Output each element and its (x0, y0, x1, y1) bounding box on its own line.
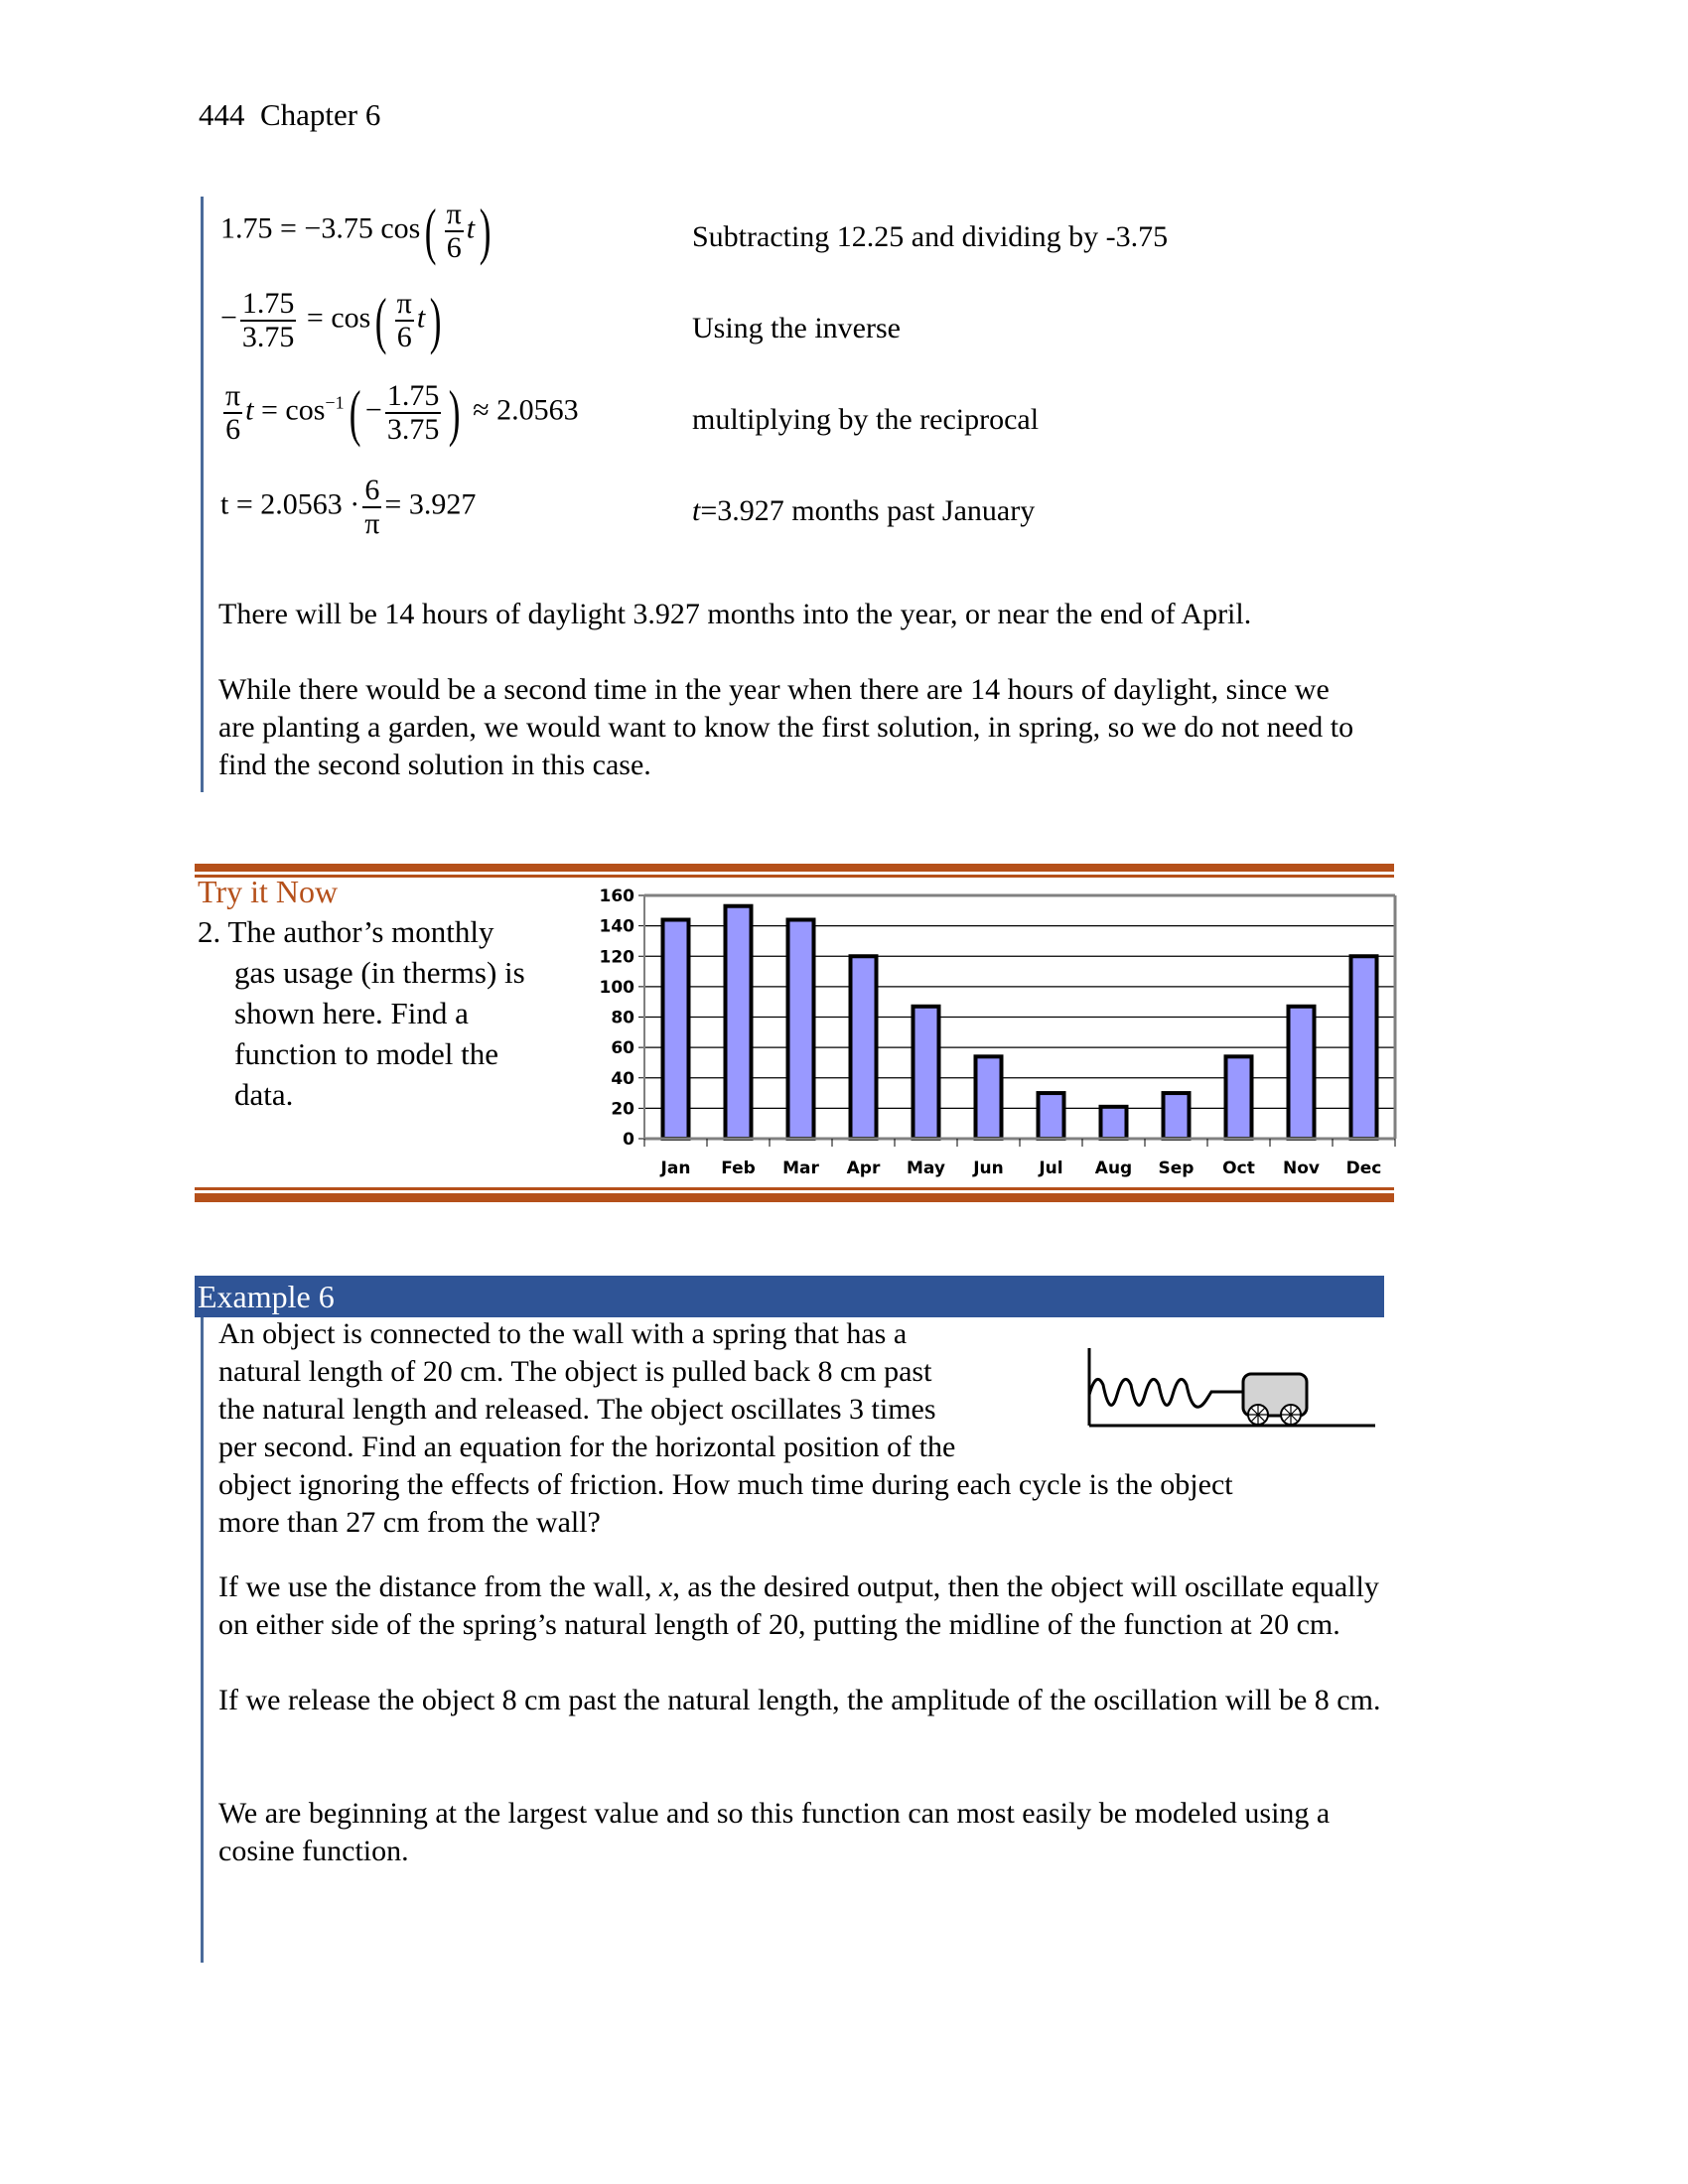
x-tick-label: Jan (660, 1159, 691, 1178)
y-tick-label: 40 (611, 1068, 634, 1089)
step-note-1: Subtracting 12.25 and dividing by -3.75 (692, 220, 1169, 253)
chapter-title: Chapter 6 (260, 97, 381, 132)
x-tick-label: Dec (1345, 1159, 1382, 1178)
bar-jul (1039, 1093, 1064, 1139)
y-tick-label: 0 (623, 1130, 634, 1150)
try-box-bottom-rule-thin (195, 1187, 1394, 1190)
spring-icon (1089, 1379, 1243, 1407)
bar-oct (1226, 1056, 1252, 1139)
bar-apr (851, 956, 877, 1139)
equation-text: 1.75 = −3.75 cos (220, 211, 421, 245)
y-tick-label: 140 (599, 916, 634, 937)
try-it-now-problem: 2. The author’s monthly gas usage (in therms) is shown here. Find a function to model the data. (198, 914, 525, 1112)
x-tick-label: Nov (1283, 1159, 1320, 1178)
gas-usage-bar-chart (576, 879, 1400, 1186)
page-number: 444 (199, 97, 245, 132)
x-tick-label: Mar (782, 1159, 819, 1178)
margin-bar-top (201, 197, 204, 792)
equation-step-1: 1.75 = −3.75 cos( $\frac{\pi}{6}$ t) (220, 195, 492, 266)
spring-cart-figure (1072, 1330, 1390, 1439)
bar-sep (1164, 1093, 1190, 1139)
conclusion-paragraph: There will be 14 hours of daylight 3.927 months into the year, or near the end of April. (218, 598, 1252, 630)
x-tick-label: Apr (846, 1159, 881, 1178)
fraction: $\frac{1.75}{3.75}$ (241, 287, 295, 353)
step-note-4: t=3.927 months past January (692, 494, 1036, 527)
x-tick-label: Feb (721, 1159, 756, 1178)
y-tick-label: 60 (611, 1038, 634, 1059)
y-tick-label: 100 (599, 977, 634, 998)
equation-step-4: t = 2.0563 · $\frac{6}{\pi}$ = 3.927 (220, 474, 477, 540)
solution-paragraph-3: We are beginning at the largest value and so this function can most easily be modeled using a cosine function. (218, 1797, 1331, 1867)
explanation-paragraph: While there would be a second time in the year when there are 14 hours of daylight, since we are planting a garden, we would want to know the first solution, in spring, so we do not need to find the second solution in this case. (218, 673, 1354, 781)
y-tick-label: 20 (611, 1099, 634, 1120)
solution-paragraph-1: If we use the distance from the wall, x, as the desired output, then the object will oscillate equally on either side of the spring’s natural length of 20, putting the midline of the function at 20 cm. (218, 1570, 1379, 1641)
try-box-bottom-rule (195, 1193, 1394, 1202)
y-tick-label: 160 (599, 887, 634, 906)
bar-mar (788, 920, 814, 1140)
example-header: Example 6 (195, 1276, 1384, 1317)
bar-jan (663, 920, 689, 1140)
bar-aug (1101, 1107, 1127, 1139)
try-it-now-title: Try it Now (198, 874, 339, 909)
x-tick-label: Jun (973, 1159, 1004, 1178)
fraction: $\frac{6}{\pi}$ (364, 474, 380, 540)
x-tick-label: Sep (1158, 1159, 1195, 1178)
bar-chart-svg (576, 879, 1400, 1186)
x-tick-label: Oct (1222, 1159, 1255, 1178)
running-head (199, 97, 380, 133)
example-problem: An object is connected to the wall with a spring that has a natural length of 20 cm. The object is pulled back 8 cm past the natural length and released. The object oscillates 3 times per second. Find an equation for the horizontal position of the object ignoring the effects of friction. How much time during each cycle is the object more than 27 cm from the wall? (218, 1317, 1233, 1539)
y-tick-label: 80 (611, 1008, 634, 1028)
margin-bar-example (201, 1317, 204, 1963)
step-note-2: Using the inverse (692, 312, 901, 344)
step-note-3: multiplying by the reciprocal (692, 403, 1040, 436)
fraction: $\frac{\pi}{6}$ (446, 198, 462, 264)
try-box-top-rule-thin (195, 875, 1394, 878)
bar-jun (976, 1056, 1002, 1139)
bar-dec (1351, 956, 1377, 1139)
solution-paragraph-2: If we release the object 8 cm past the natural length, the amplitude of the oscillation will be 8 cm. (218, 1684, 1381, 1716)
x-tick-label: Jul (1039, 1159, 1063, 1178)
bar-nov (1289, 1007, 1315, 1139)
x-tick-label: May (907, 1159, 945, 1178)
equation-step-2: − $\frac{1.75}{3.75}$ = cos( $\frac{\pi}{6}$ t) (220, 284, 442, 355)
y-tick-label: 120 (599, 947, 634, 968)
equation-step-3: $\frac{\pi}{6}$ $t = \cos^{-1}$( − $\frac{1.75}{3.75}$ ) ≈ 2.0563 (225, 376, 579, 448)
bar-feb (726, 906, 752, 1139)
x-tick-label: Aug (1094, 1159, 1133, 1178)
fraction: $\frac{\pi}{6}$ (225, 379, 241, 446)
try-box-top-rule (195, 864, 1394, 872)
bar-may (914, 1007, 939, 1139)
